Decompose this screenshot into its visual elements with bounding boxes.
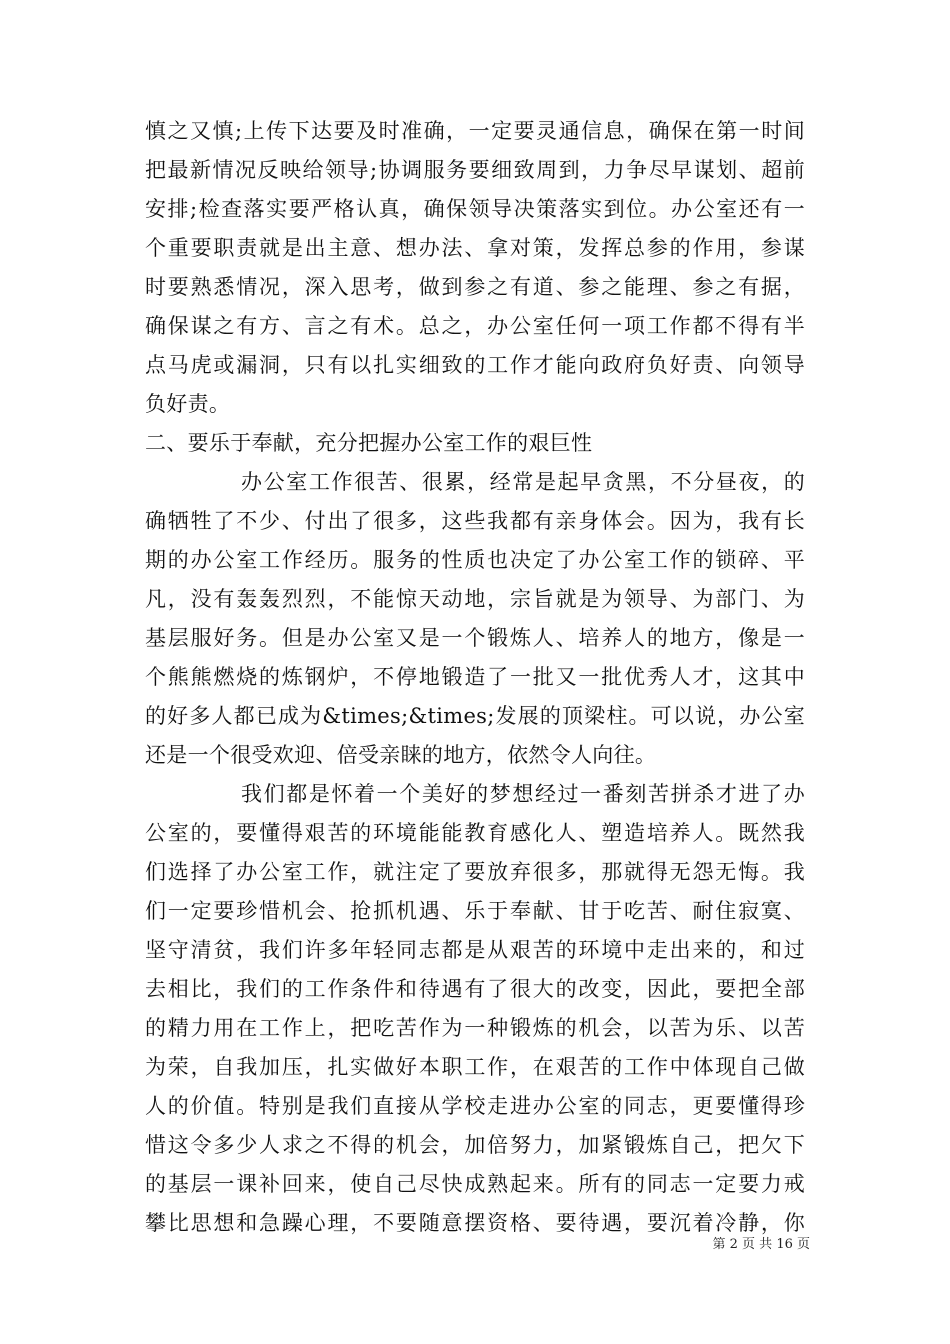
- text-line: 个熊熊燃烧的炼钢炉，不停地锻造了一批又一批优秀人才，这其中: [145, 665, 805, 689]
- text-line: 我们都是怀着一个美好的梦想经过一番刻苦拼杀才进了办: [241, 782, 805, 806]
- text-line: 的好多人都已成为&times;&times;发展的顶梁柱。可以说，办公室: [145, 704, 805, 728]
- text-line: 人的价值。特别是我们直接从学校走进办公室的同志，更要懂得珍: [145, 1094, 805, 1118]
- document-body: [145, 112, 805, 1243]
- text-line: 公室的，要懂得艰苦的环境能能教育感化人、塑造培养人。既然我: [145, 821, 805, 845]
- text-line: 基层服好务。但是办公室又是一个锻炼人、培养人的地方，像是一: [145, 626, 805, 650]
- text-line: 负好责。: [145, 392, 231, 416]
- section-heading: 二、要乐于奉献，充分把握办公室工作的艰巨性: [145, 431, 593, 455]
- text-line: 办公室工作很苦、很累，经常是起早贪黑，不分昼夜，的: [241, 470, 805, 494]
- paragraph-hardship: [145, 463, 805, 775]
- text-line: 点马虎或漏洞，只有以扎实细致的工作才能向政府负好责、向领导: [145, 353, 805, 377]
- text-line: 还是一个很受欢迎、倍受亲睐的地方，依然令人向往。: [145, 743, 657, 767]
- text-line: 攀比思想和急躁心理，不要随意摆资格、要待遇，要沉着冷静，你: [145, 1211, 805, 1235]
- text-line: 个重要职责就是出主意、想办法、拿对策，发挥总参的作用，参谋: [145, 236, 805, 260]
- text-line: 坚守清贫，我们许多年轻同志都是从艰苦的环境中走出来的，和过: [145, 938, 805, 962]
- paragraph-duties: [145, 112, 805, 424]
- text-line: 为荣，自我加压，扎实做好本职工作，在艰苦的工作中体现自己做: [145, 1055, 805, 1079]
- text-line: 的精力用在工作上，把吃苦作为一种锻炼的机会，以苦为乐、以苦: [145, 1016, 805, 1040]
- text-line: 确保谋之有方、言之有术。总之，办公室任何一项工作都不得有半: [145, 314, 805, 338]
- paragraph-dedication: [145, 775, 805, 1243]
- text-line: 慎之又慎;上传下达要及时准确，一定要灵通信息，确保在第一时间: [145, 119, 805, 143]
- text-line: 的基层一课补回来，使自己尽快成熟起来。所有的同志一定要力戒: [145, 1172, 805, 1196]
- text-line: 惜这令多少人求之不得的机会，加倍努力，加紧锻炼自己，把欠下: [145, 1133, 805, 1157]
- page-number: 第 2 页 共 16 页: [712, 1237, 810, 1252]
- text-line: 确牺牲了不少、付出了很多，这些我都有亲身体会。因为，我有长: [145, 509, 805, 533]
- text-line: 们选择了办公室工作，就注定了要放弃很多，那就得无怨无悔。我: [145, 860, 805, 884]
- text-line: 去相比，我们的工作条件和待遇有了很大的改变，因此，要把全部: [145, 977, 805, 1001]
- text-line: 安排;检查落实要严格认真，确保领导决策落实到位。办公室还有一: [145, 197, 805, 221]
- text-line: 凡，没有轰轰烈烈，不能惊天动地，宗旨就是为领导、为部门、为: [145, 587, 805, 611]
- text-line: 期的办公室工作经历。服务的性质也决定了办公室工作的锁碎、平: [145, 548, 805, 572]
- text-line: 时要熟悉情况，深入思考，做到参之有道、参之能理、参之有据，: [145, 275, 805, 299]
- text-line: 把最新情况反映给领导;协调服务要细致周到，力争尽早谋划、超前: [145, 158, 805, 182]
- text-line: 们一定要珍惜机会、抢抓机遇、乐于奉献、甘于吃苦、耐住寂寞、: [145, 899, 805, 923]
